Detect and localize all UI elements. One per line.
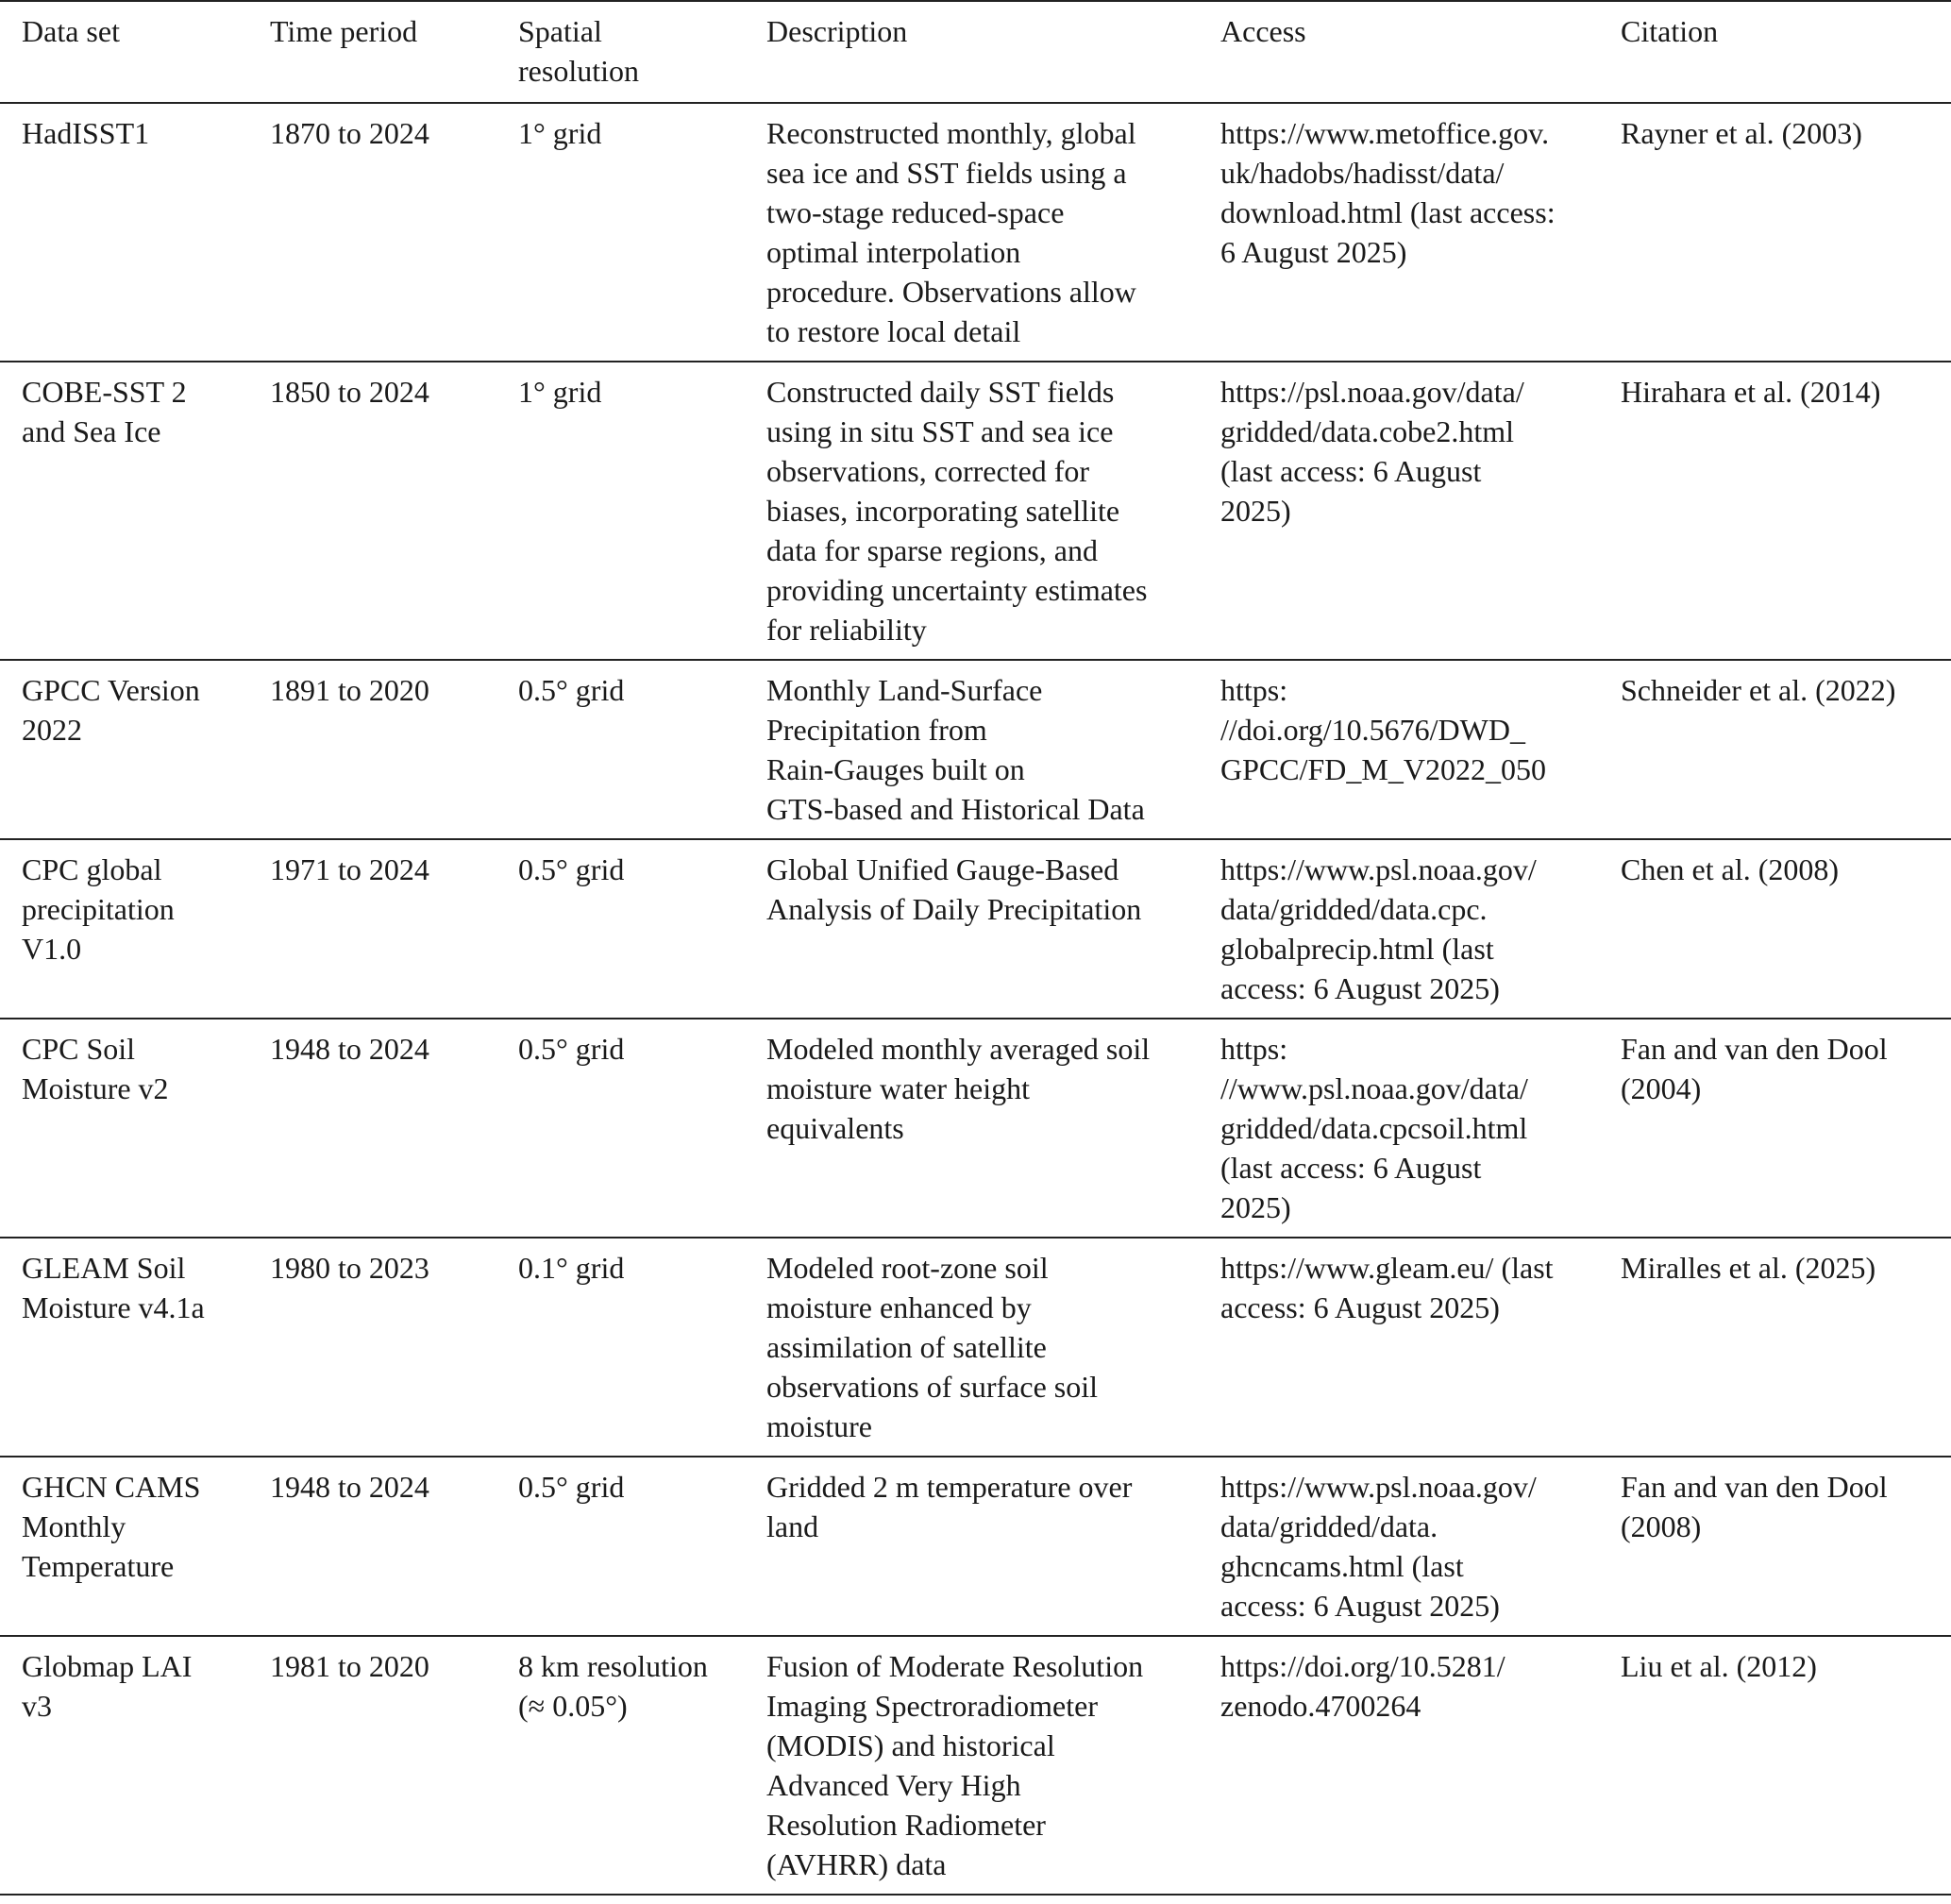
cell-resolution: 0.5° grid <box>518 1032 625 1066</box>
cell-time-period: 1891 to 2020 <box>270 673 429 707</box>
cell-description: Monthly Land-Surface Precipitation from Rain-Gauges built on GTS-based and Historical Data <box>766 673 1145 826</box>
cell-resolution: 0.5° grid <box>518 1470 625 1504</box>
cell-resolution: 0.5° grid <box>518 852 625 886</box>
cell-citation: Miralles et al. (2025) <box>1621 1251 1876 1285</box>
header-citation: Citation <box>1621 14 1719 48</box>
cell-time-period: 1948 to 2024 <box>270 1032 429 1066</box>
cell-access: https://www.psl.noaa.gov/ data/gridded/data. ghcncams.html (last access: 6 August 2025) <box>1220 1470 1537 1623</box>
cell-citation: Chen et al. (2008) <box>1621 852 1840 886</box>
cell-dataset: GPCC Version 2022 <box>22 673 200 747</box>
cell-dataset: GHCN CAMS Monthly Temperature <box>22 1470 201 1583</box>
cell-dataset: CPC Soil Moisture v2 <box>22 1032 169 1105</box>
cell-access: https: //doi.org/10.5676/DWD_ GPCC/FD_M_V2022_050 <box>1220 673 1546 786</box>
table-row <box>0 1238 1951 1457</box>
table-row <box>0 103 1951 362</box>
cell-dataset: CPC global precipitation V1.0 <box>22 852 175 966</box>
cell-time-period: 1980 to 2023 <box>270 1251 429 1285</box>
cell-time-period: 1981 to 2020 <box>270 1649 429 1683</box>
cell-description: Gridded 2 m temperature over land <box>766 1470 1133 1543</box>
header-dataset: Data set <box>22 14 120 48</box>
header-description: Description <box>766 14 908 48</box>
table-row <box>0 1019 1951 1238</box>
table-row <box>0 839 1951 1019</box>
cell-time-period: 1948 to 2024 <box>270 1470 429 1504</box>
cell-dataset: COBE-SST 2 and Sea Ice <box>22 375 187 448</box>
cell-access: https://www.psl.noaa.gov/ data/gridded/data.cpc. globalprecip.html (last access: 6 August 2025) <box>1220 852 1537 1005</box>
cell-access: https://www.metoffice.gov. uk/hadobs/hadisst/data/ download.html (last access: 6 August 2025) <box>1220 116 1556 269</box>
cell-citation: Rayner et al. (2003) <box>1621 116 1862 150</box>
cell-access: https://doi.org/10.5281/ zenodo.4700264 <box>1220 1649 1505 1723</box>
cell-description: Constructed daily SST fields using in situ SST and sea ice observations, corrected for biases, incorporating satellite data for sparse regions, and providing uncertainty estimates for reliability <box>766 375 1148 647</box>
cell-citation: Liu et al. (2012) <box>1621 1649 1817 1683</box>
header-time-period: Time period <box>270 14 418 48</box>
cell-dataset: GLEAM Soil Moisture v4.1a <box>22 1251 205 1324</box>
header-access: Access <box>1220 14 1306 48</box>
cell-resolution: 1° grid <box>518 375 602 409</box>
cell-dataset: HadISST1 <box>22 116 150 150</box>
header-row <box>0 1 1951 103</box>
cell-description: Fusion of Moderate Resolution Imaging Spectroradiometer (MODIS) and historical Advanced Very High Resolution Radiometer (AVHRR) data <box>766 1649 1144 1881</box>
cell-access: https://psl.noaa.gov/data/ gridded/data.cobe2.html (last access: 6 August 2025) <box>1220 375 1524 528</box>
cell-dataset: Globmap LAI v3 <box>22 1649 193 1723</box>
cell-description: Modeled root-zone soil moisture enhanced by assimilation of satellite observations of surface soil moisture <box>766 1251 1099 1443</box>
table-row <box>0 362 1951 660</box>
cell-description: Modeled monthly averaged soil moisture water height equivalents <box>766 1032 1151 1145</box>
cell-resolution: 8 km resolution (≈ 0.05°) <box>518 1649 708 1723</box>
cell-description: Global Unified Gauge-Based Analysis of Daily Precipitation <box>766 852 1142 926</box>
table-body <box>0 103 1951 1895</box>
cell-resolution: 0.5° grid <box>518 673 625 707</box>
cell-time-period: 1971 to 2024 <box>270 852 429 886</box>
cell-description: Reconstructed monthly, global sea ice and SST fields using a two-stage reduced-space optimal interpolation procedure. Observations allow to restore local detail <box>766 116 1136 348</box>
cell-time-period: 1870 to 2024 <box>270 116 429 150</box>
cell-time-period: 1850 to 2024 <box>270 375 429 409</box>
table-row <box>0 660 1951 839</box>
cell-resolution: 0.1° grid <box>518 1251 625 1285</box>
cell-citation: Fan and van den Dool (2004) <box>1621 1032 1888 1105</box>
header-spatial-resolution: Spatial resolution <box>518 14 639 88</box>
cell-resolution: 1° grid <box>518 116 602 150</box>
table-header <box>0 1 1951 103</box>
table-row <box>0 1636 1951 1895</box>
cell-access: https://www.gleam.eu/ (last access: 6 August 2025) <box>1220 1251 1554 1324</box>
cell-citation: Fan and van den Dool (2008) <box>1621 1470 1888 1543</box>
cell-access: https: //www.psl.noaa.gov/data/ gridded/data.cpcsoil.html (last access: 6 August 2025) <box>1220 1032 1528 1224</box>
cell-citation: Schneider et al. (2022) <box>1621 673 1896 707</box>
cell-citation: Hirahara et al. (2014) <box>1621 375 1881 409</box>
table-row <box>0 1457 1951 1636</box>
